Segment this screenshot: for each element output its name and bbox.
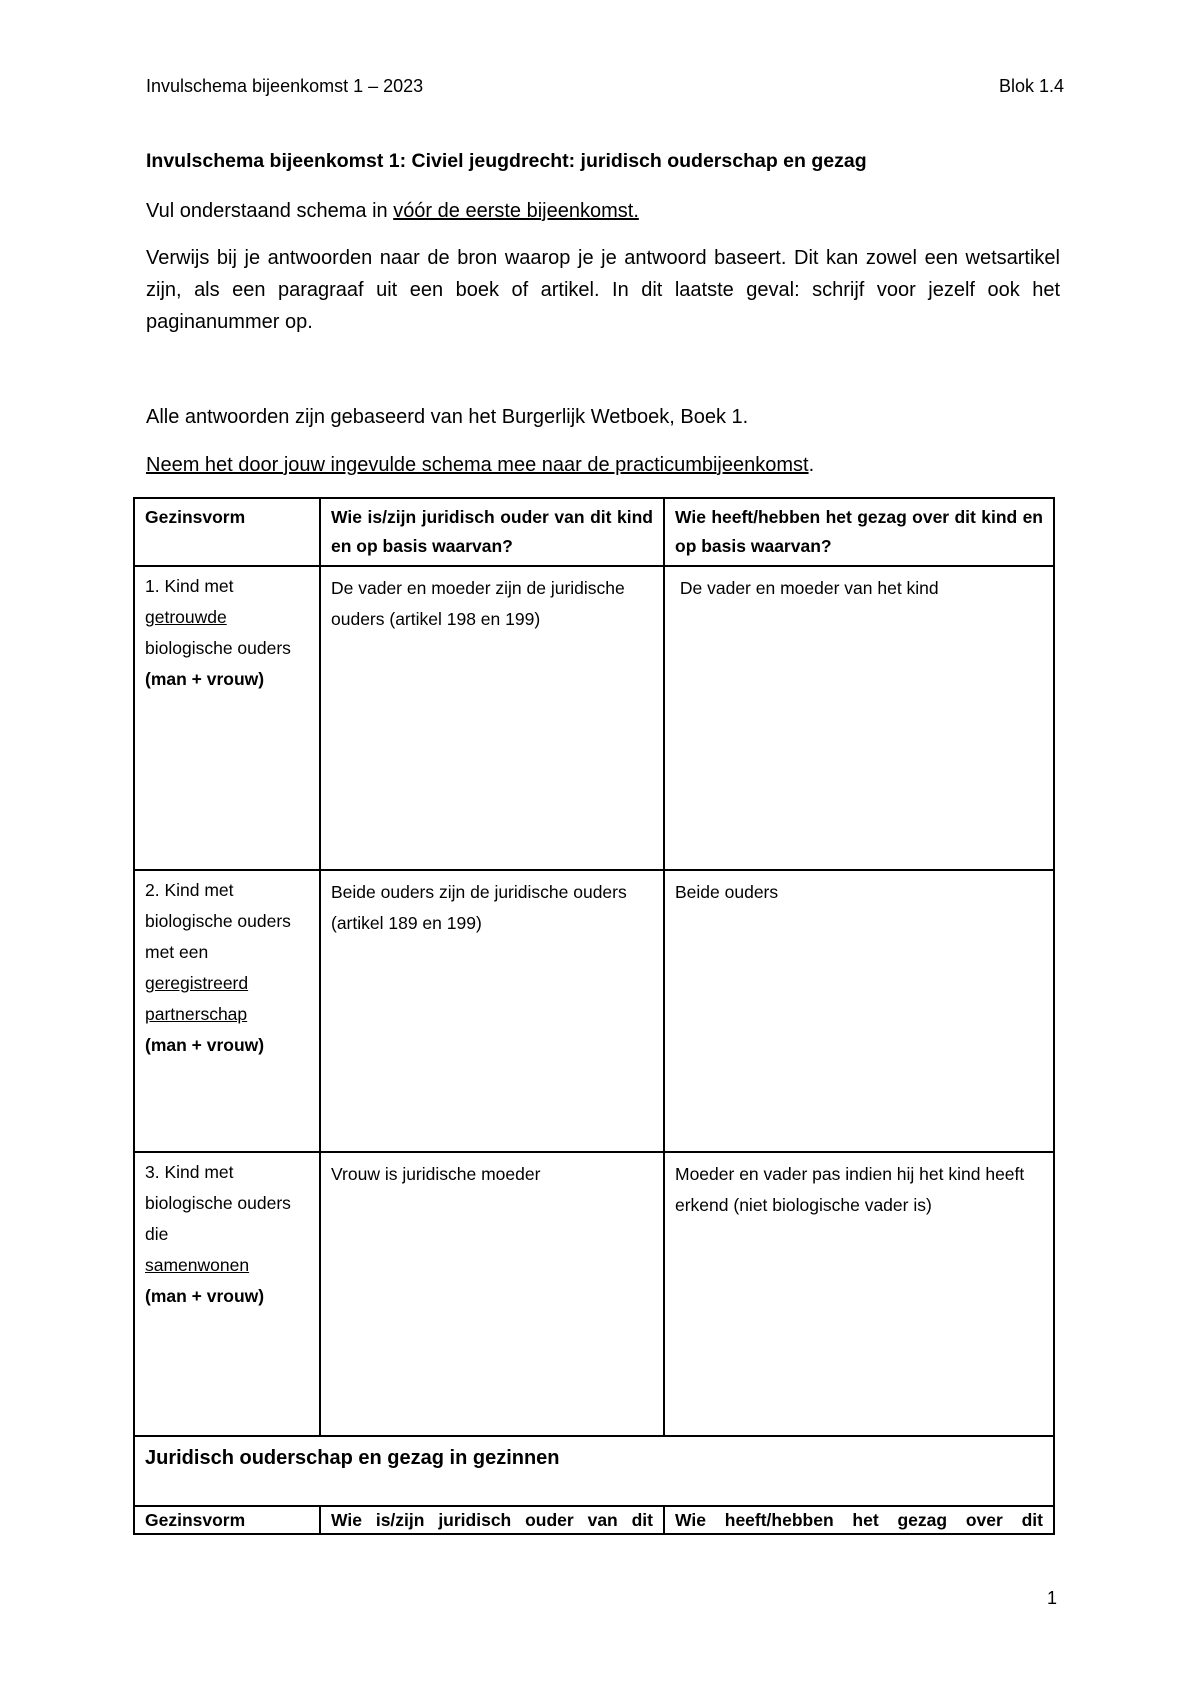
row-3-gezag[interactable]: Moeder en vader pas indien hij het kind heeft erkend (niet biologische vader is) xyxy=(664,1152,1054,1436)
header2-gezag: Wie heeft/hebben het gezag over dit xyxy=(664,1506,1054,1534)
section-title: Juridisch ouderschap en gezag in gezinnen xyxy=(134,1436,1054,1506)
row-2-gezag[interactable]: Beide ouders xyxy=(664,870,1054,1152)
row-1-bold: (man + vrouw) xyxy=(145,669,265,689)
instruction-bring-text: Neem het door jouw ingevulde schema mee naar de practicumbijeenkomst xyxy=(146,454,809,476)
row-2-gezinsvorm xyxy=(134,870,320,1152)
document-title: Invulschema bijeenkomst 1: Civiel jeugdrecht: juridisch ouderschap en gezag xyxy=(146,150,867,172)
row-1-gezag[interactable]: De vader en moeder van het kind xyxy=(664,566,1054,870)
section-row xyxy=(134,1436,1054,1506)
row-1-label: Kind met xyxy=(159,576,234,596)
row-2-bold: (man + vrouw) xyxy=(145,1035,265,1055)
table-row xyxy=(134,566,1054,870)
instruction-reference: Verwijs bij je antwoorden naar de bron waarop je je antwoord baseert. Dit kan zowel een wetsartikel zijn, als een paragraaf uit een boek of artikel. In dit laatste geval: schrijf voor jezelf ook het paginanummer op. xyxy=(146,247,1060,333)
page-header-title: Invulschema bijeenkomst 1 – 2023 xyxy=(146,76,424,96)
row-1-underlined: getrouwde xyxy=(145,607,227,627)
header2-gezinsvorm: Gezinsvorm xyxy=(134,1506,320,1534)
instruction-bring xyxy=(146,454,814,477)
row-2-number: 2. xyxy=(145,880,160,900)
header2-juridisch-ouder: Wie is/zijn juridisch ouder van dit xyxy=(320,1506,664,1534)
page-header-block: Blok 1.4 xyxy=(998,76,1064,96)
header-gezinsvorm: Gezinsvorm xyxy=(134,498,320,566)
table-row xyxy=(134,870,1054,1152)
row-2-label: Kind met xyxy=(159,880,234,900)
instruction-source: Alle antwoorden zijn gebaseerd van het Burgerlijk Wetboek, Boek 1. xyxy=(146,406,749,428)
table-row xyxy=(134,1152,1054,1436)
row-1-number: 1. xyxy=(145,576,160,596)
table-header-row xyxy=(134,498,1054,566)
instruction-bring-period: . xyxy=(808,454,815,476)
row-1-gezinsvorm xyxy=(134,566,320,870)
row-3-pre: biologische ouders die xyxy=(145,1193,291,1244)
row-2-pre: biologische ouders met een xyxy=(145,911,291,962)
page-number: 1 xyxy=(1047,1588,1058,1608)
row-3-juridisch-ouder[interactable]: Vrouw is juridische moeder xyxy=(320,1152,664,1436)
row-2-underlined: geregistreerd partnerschap xyxy=(145,973,249,1024)
instruction-fill-in-text: Vul onderstaand schema in xyxy=(146,200,394,222)
schema-table xyxy=(133,497,1055,1535)
table-header-row-2 xyxy=(134,1506,1054,1534)
row-1-rest: biologische ouders xyxy=(145,638,291,658)
row-3-bold: (man + vrouw) xyxy=(145,1286,265,1306)
row-3-label: Kind met xyxy=(159,1162,234,1182)
instruction-fill-in xyxy=(146,200,639,223)
row-3-number: 3. xyxy=(145,1162,160,1182)
row-3-underlined: samenwonen xyxy=(145,1255,250,1275)
row-3-gezinsvorm xyxy=(134,1152,320,1436)
header-juridisch-ouder: Wie is/zijn juridisch ouder van dit kind en op basis waarvan? xyxy=(320,498,664,566)
row-2-juridisch-ouder[interactable]: Beide ouders zijn de juridische ouders (artikel 189 en 199) xyxy=(320,870,664,1152)
header-gezag: Wie heeft/hebben het gezag over dit kind en op basis waarvan? xyxy=(664,498,1054,566)
instruction-fill-in-deadline: vóór de eerste bijeenkomst. xyxy=(393,200,639,222)
row-1-juridisch-ouder[interactable]: De vader en moeder zijn de juridische ouders (artikel 198 en 199) xyxy=(320,566,664,870)
